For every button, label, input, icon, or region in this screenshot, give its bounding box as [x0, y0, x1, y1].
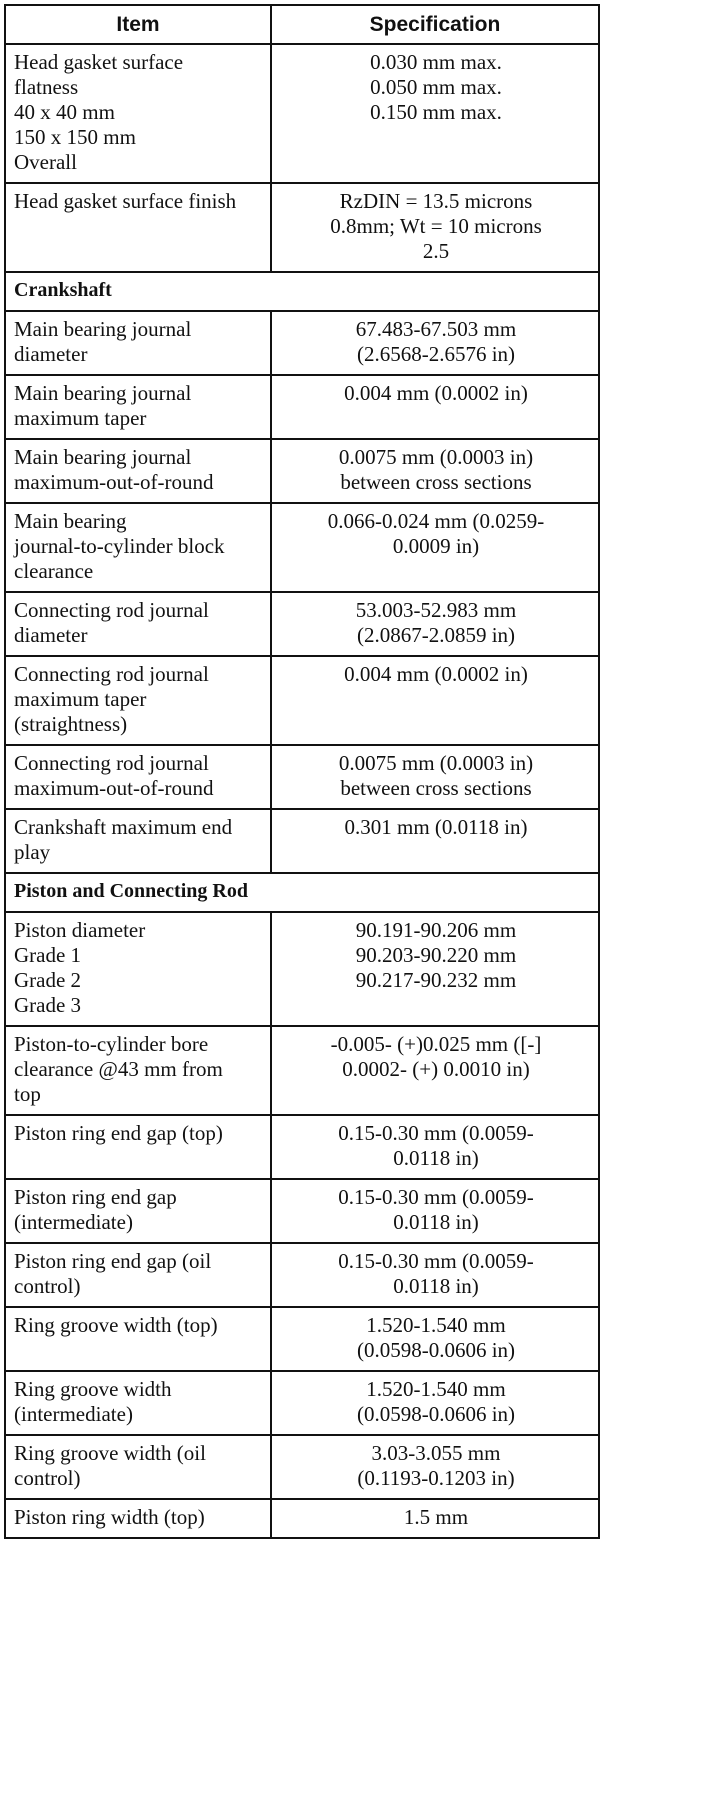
table-row [5, 592, 599, 656]
item-text-line: (straightness) [14, 712, 128, 736]
item-text-line: Piston ring end gap (top) [14, 1121, 223, 1145]
item-text-line: Ring groove width (top) [14, 1313, 218, 1337]
item-text-line: Crankshaft maximum end [14, 815, 233, 839]
item-text-line: Grade 3 [14, 993, 82, 1017]
table-row [5, 183, 599, 272]
item-cell [5, 1179, 271, 1243]
specification-text-line: 0.150 mm max. [370, 100, 502, 124]
item-cell [5, 375, 271, 439]
specification-text-line: 0.030 mm max. [370, 50, 502, 74]
specification-cell [271, 183, 599, 272]
specification-text-line: 0.004 mm (0.0002 in) [344, 662, 528, 686]
item-text-line: Connecting rod journal [14, 598, 209, 622]
item-cell [5, 439, 271, 503]
item-text-line: Head gasket surface finish [14, 189, 237, 213]
specification-text-line: (0.1193-0.1203 in) [357, 1466, 515, 1490]
specification-text-line: 53.003-52.983 mm [355, 598, 517, 622]
specification-text-line: 1.520-1.540 mm [366, 1313, 506, 1337]
item-column-header: Item [5, 5, 271, 44]
item-cell [5, 656, 271, 745]
specification-text-line: 0.004 mm (0.0002 in) [344, 381, 528, 405]
table-row [5, 44, 599, 183]
item-cell [5, 912, 271, 1026]
specification-text-line: 0.050 mm max. [370, 75, 502, 99]
item-text-line: Connecting rod journal [14, 662, 209, 686]
specification-text-line: 2.5 [422, 239, 450, 263]
specification-cell [271, 44, 599, 183]
specification-cell [271, 1499, 599, 1538]
table-row [5, 1371, 599, 1435]
item-text-line: journal-to-cylinder block [14, 534, 225, 558]
table-body [5, 44, 599, 1538]
item-text-line: diameter [14, 623, 88, 647]
specification-cell [271, 503, 599, 592]
table-row [5, 1435, 599, 1499]
item-text-line: 40 x 40 mm [14, 100, 115, 124]
table-row [5, 1307, 599, 1371]
specification-cell [271, 375, 599, 439]
specification-text-line: (0.0598-0.0606 in) [356, 1402, 516, 1426]
specification-text-line: 1.5 mm [403, 1505, 469, 1529]
item-text-line: Main bearing [14, 509, 127, 533]
specification-text-line: 1.520-1.540 mm [366, 1377, 506, 1401]
item-text-line: Overall [14, 150, 77, 174]
item-text-line: Piston diameter [14, 918, 146, 942]
specification-text-line: 0.0118 in) [393, 1210, 479, 1234]
item-text-line: Grade 1 [14, 943, 82, 967]
item-text-line: play [14, 840, 51, 864]
item-text-line: (intermediate) [14, 1402, 133, 1426]
specification-cell [271, 439, 599, 503]
item-text-line: 150 x 150 mm [14, 125, 136, 149]
item-text-line: control) [14, 1274, 81, 1298]
item-cell [5, 1435, 271, 1499]
table-row [5, 1179, 599, 1243]
specification-text-line: 3.03-3.055 mm [371, 1441, 501, 1465]
item-text-line: Main bearing journal [14, 317, 192, 341]
item-cell [5, 745, 271, 809]
specification-text-line: 0.8mm; Wt = 10 microns [330, 214, 542, 238]
specification-text-line: 0.0118 in) [393, 1146, 479, 1170]
specification-table [4, 4, 600, 1539]
specification-column-header: Specification [271, 5, 599, 44]
table-row [5, 656, 599, 745]
item-cell [5, 809, 271, 873]
specification-text-line: 0.0118 in) [393, 1274, 479, 1298]
item-text-line: top [14, 1082, 41, 1106]
section-title: Crankshaft [5, 272, 599, 311]
item-text-line: Piston-to-cylinder bore [14, 1032, 209, 1056]
item-text-line: Head gasket surface [14, 50, 184, 74]
item-text-line: Main bearing journal [14, 381, 192, 405]
specification-text-line: 67.483-67.503 mm [355, 317, 517, 341]
specification-text-line: 90.217-90.232 mm [355, 968, 517, 992]
specification-cell [271, 745, 599, 809]
specification-cell [271, 311, 599, 375]
specification-cell [271, 1243, 599, 1307]
item-text-line: maximum taper [14, 687, 147, 711]
specification-text-line: 0.15-0.30 mm (0.0059- [338, 1185, 534, 1209]
item-cell [5, 1307, 271, 1371]
specification-text-line: (2.0867-2.0859 in) [356, 623, 516, 647]
item-cell [5, 1243, 271, 1307]
item-text-line: (intermediate) [14, 1210, 133, 1234]
specification-text-line: 0.301 mm (0.0118 in) [344, 815, 528, 839]
item-cell [5, 311, 271, 375]
specification-cell [271, 1307, 599, 1371]
specification-text-line: 0.15-0.30 mm (0.0059- [338, 1249, 534, 1273]
item-text-line: diameter [14, 342, 88, 366]
specification-text-line: between cross sections [340, 776, 532, 800]
specification-cell [271, 592, 599, 656]
table-row [5, 1499, 599, 1538]
item-text-line: maximum-out-of-round [14, 470, 214, 494]
specification-text-line: -0.005- (+)0.025 mm ([-] [330, 1032, 542, 1056]
table-row [5, 1115, 599, 1179]
item-text-line: control) [14, 1466, 81, 1490]
item-text-line: clearance @43 mm from [14, 1057, 223, 1081]
specification-text-line: (2.6568-2.6576 in) [356, 342, 516, 366]
item-cell [5, 1371, 271, 1435]
specification-text-line: 90.203-90.220 mm [355, 943, 517, 967]
table-row [5, 311, 599, 375]
table-row [5, 809, 599, 873]
section-header-row [5, 873, 599, 912]
item-text-line: maximum-out-of-round [14, 776, 214, 800]
item-text-line: Main bearing journal [14, 445, 192, 469]
specification-text-line: 0.066-0.024 mm (0.0259- [327, 509, 545, 533]
table-row [5, 912, 599, 1026]
section-header-row [5, 272, 599, 311]
item-text-line: flatness [14, 75, 79, 99]
section-title: Piston and Connecting Rod [5, 873, 599, 912]
specification-text-line: 0.15-0.30 mm (0.0059- [338, 1121, 534, 1145]
specification-cell [271, 1371, 599, 1435]
specification-text-line: RzDIN = 13.5 microns [339, 189, 533, 213]
item-text-line: Piston ring end gap (oil [14, 1249, 212, 1273]
table-row [5, 1026, 599, 1115]
table-header-row [5, 5, 599, 44]
table-row [5, 1243, 599, 1307]
item-cell [5, 183, 271, 272]
specification-text-line: between cross sections [340, 470, 532, 494]
specification-text-line: 0.0075 mm (0.0003 in) [338, 445, 534, 469]
item-text-line: Grade 2 [14, 968, 82, 992]
item-text-line: clearance [14, 559, 94, 583]
specification-cell [271, 1179, 599, 1243]
item-text-line: maximum taper [14, 406, 147, 430]
item-text-line: Piston ring width (top) [14, 1505, 205, 1529]
item-cell [5, 1026, 271, 1115]
specification-text-line: 90.191-90.206 mm [355, 918, 517, 942]
item-cell [5, 1115, 271, 1179]
specification-text-line: 0.0075 mm (0.0003 in) [338, 751, 534, 775]
table-row [5, 745, 599, 809]
specification-cell [271, 912, 599, 1026]
specification-text-line: 0.0002- (+) 0.0010 in) [342, 1057, 530, 1081]
item-cell [5, 503, 271, 592]
specification-cell [271, 809, 599, 873]
specification-cell [271, 1026, 599, 1115]
table-row [5, 503, 599, 592]
item-text-line: Piston ring end gap [14, 1185, 177, 1209]
item-cell [5, 592, 271, 656]
item-text-line: Ring groove width (oil [14, 1441, 206, 1465]
specification-cell [271, 656, 599, 745]
specification-cell [271, 1115, 599, 1179]
table-row [5, 375, 599, 439]
item-cell [5, 1499, 271, 1538]
table-row [5, 439, 599, 503]
item-text-line: Connecting rod journal [14, 751, 209, 775]
specification-text-line: (0.0598-0.0606 in) [356, 1338, 516, 1362]
item-text-line: Ring groove width [14, 1377, 172, 1401]
item-cell [5, 44, 271, 183]
specification-text-line: 0.0009 in) [392, 534, 480, 558]
specification-cell [271, 1435, 599, 1499]
